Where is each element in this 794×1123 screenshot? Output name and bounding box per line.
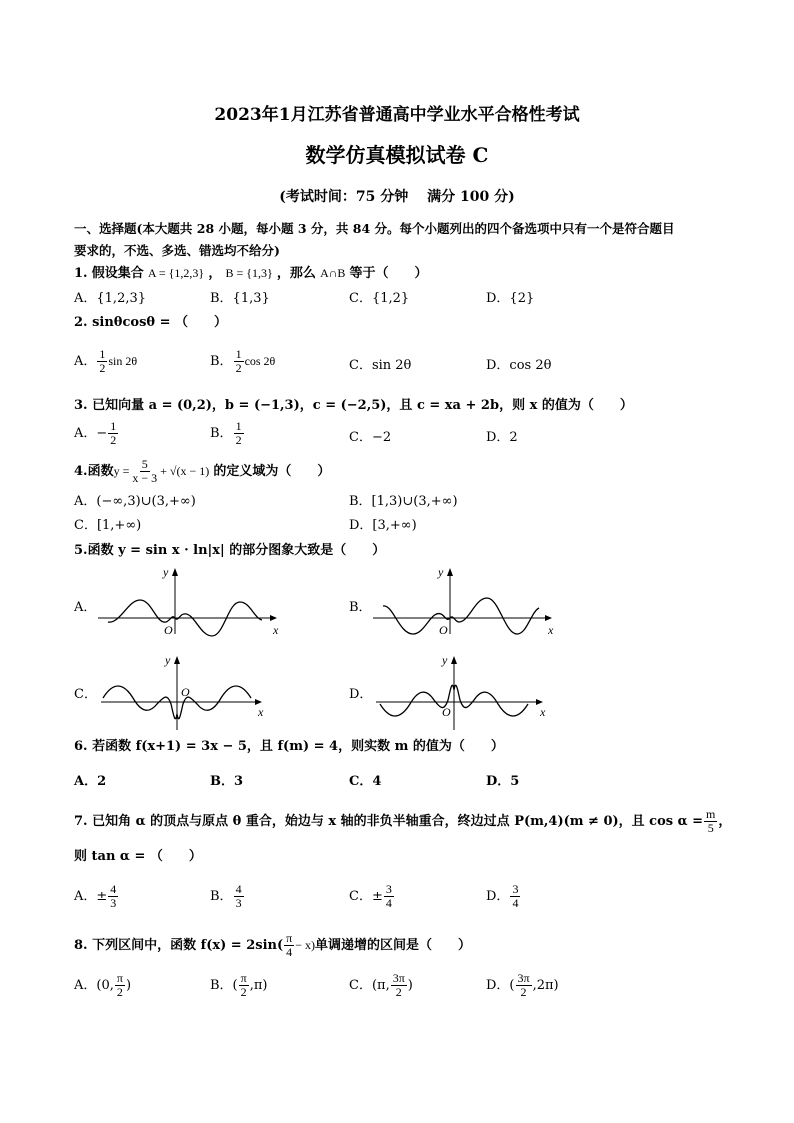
- graph-c-y-label: y: [165, 653, 171, 667]
- q4-tail: + √(x − 1): [160, 464, 210, 478]
- q8-a-den: 2: [116, 985, 123, 999]
- q8-d-fraction: [516, 972, 532, 999]
- q2-a-den: 2: [99, 361, 106, 375]
- q2-a-tail: sin 2θ: [108, 354, 138, 368]
- graph-c-x-label: x: [258, 705, 264, 719]
- q1-text1: 假设集合: [91, 266, 144, 281]
- q7-d-den: 4: [512, 896, 519, 910]
- q5-graph-b[interactable]: [365, 562, 565, 642]
- q5-graph-d[interactable]: [370, 652, 570, 734]
- question-5-stem: 5.函数 y = sin x · ln|x| 的部分图象大致是（ ）: [74, 543, 386, 558]
- q5-option-b[interactable]: B．: [349, 600, 372, 615]
- q8-den: 4: [286, 945, 293, 959]
- q7-b-num: 4: [235, 882, 242, 896]
- q5-option-d[interactable]: D．: [349, 687, 373, 702]
- q5-graph-c[interactable]: [95, 652, 295, 734]
- q2-a-fraction: [97, 348, 107, 375]
- q3-option-c[interactable]: C．−2: [349, 430, 392, 445]
- q3-a-label: A．−: [74, 426, 108, 441]
- question-4-stem: [74, 458, 330, 485]
- q2-a-label: A．: [74, 354, 97, 369]
- q7-option-c[interactable]: [349, 883, 395, 910]
- q6-option-d[interactable]: D．5: [486, 774, 520, 789]
- q7-frac-tail: ，: [718, 814, 732, 829]
- question-8-stem: [74, 932, 471, 959]
- q7-option-a[interactable]: [74, 883, 119, 910]
- graph-b-curve: [383, 598, 539, 634]
- graph-b-y-arrow: [447, 568, 453, 576]
- q8-d-label: D．(: [486, 978, 515, 993]
- q7-frac-num: m: [706, 807, 716, 821]
- q1-text2: ，那么: [276, 266, 316, 281]
- q7-option-d[interactable]: [486, 883, 521, 910]
- q7-c-den: 4: [385, 896, 392, 910]
- q8-pre: 8. 下列区间中，函数 f(x) = 2sin(: [74, 938, 284, 953]
- q1-option-a[interactable]: A．{1,2,3}: [74, 291, 147, 306]
- q4-fraction: [130, 458, 159, 485]
- q8-c-label: C．(π,: [349, 978, 390, 993]
- graph-b-y-label: y: [438, 565, 444, 579]
- q3-b-label: B．: [210, 426, 233, 441]
- graph-a-origin: O: [164, 623, 173, 637]
- q4-den: x − 3: [132, 471, 158, 485]
- q8-fraction: [284, 932, 294, 959]
- question-1-stem: [74, 264, 428, 283]
- q8-d-tail: ,2π): [532, 978, 559, 993]
- q4-option-c[interactable]: C．[1,+∞): [74, 518, 142, 533]
- q2-b-den: 2: [235, 361, 242, 375]
- graph-a-y-arrow: [172, 568, 178, 576]
- q1-set-b: B = {1,3}: [225, 266, 273, 280]
- q8-b-tail: ,π): [249, 978, 268, 993]
- q8-num: π: [286, 931, 293, 945]
- q3-option-a[interactable]: [74, 420, 119, 447]
- q7-b-den: 3: [235, 896, 242, 910]
- q8-b-fraction: [239, 972, 249, 999]
- q5-option-c[interactable]: C．: [74, 687, 97, 702]
- exam-info: (考试时间：75 分钟 满分 100 分): [279, 189, 515, 205]
- question-3-stem: 3. 已知向量 a = (0,2)，b = (−1,3)，c = (−2,5)，且 c = xa + 2b，则 x 的值为（ ）: [74, 398, 633, 413]
- graph-b-x-label: x: [548, 623, 554, 637]
- q7-option-b[interactable]: [210, 883, 245, 910]
- q8-b-num: π: [240, 971, 247, 985]
- q7-a-den: 3: [110, 896, 117, 910]
- q3-a-den: 2: [110, 433, 117, 447]
- graph-a-x-arrow: [270, 615, 277, 621]
- q8-a-fraction: [115, 972, 125, 999]
- q8-tail: − x): [295, 938, 315, 952]
- q8-d-num: 3π: [517, 971, 530, 985]
- q2-b-num: 1: [235, 347, 242, 361]
- q4-fy: y =: [113, 464, 130, 478]
- graph-a-y-label: y: [163, 565, 169, 579]
- q2-a-num: 1: [99, 347, 106, 361]
- q4-option-a[interactable]: A．(−∞,3)∪(3,+∞): [74, 494, 196, 509]
- q8-b-label: B．(: [210, 978, 238, 993]
- q3-b-num: 1: [235, 419, 242, 433]
- q5-graph-a[interactable]: [90, 562, 290, 642]
- q3-a-num: 1: [110, 419, 117, 433]
- q2-option-b[interactable]: [210, 348, 275, 375]
- q8-c-fraction: [391, 972, 407, 999]
- q4-num: 5: [141, 457, 148, 471]
- graph-b-origin: O: [439, 623, 448, 637]
- q2-b-tail: cos 2θ: [244, 354, 276, 368]
- q2-b-label: B．: [210, 354, 233, 369]
- q1-comma: ，: [208, 266, 222, 281]
- q1-number: 1.: [74, 266, 88, 281]
- q3-option-b[interactable]: [210, 420, 245, 447]
- graph-d-origin: O: [442, 705, 451, 719]
- q2-option-c[interactable]: C．sin 2θ: [349, 358, 412, 373]
- q1-option-d[interactable]: D．{2}: [486, 291, 535, 306]
- q8-option-a[interactable]: [74, 972, 131, 999]
- graph-d-y-arrow: [451, 656, 457, 664]
- q8-a-num: π: [116, 971, 123, 985]
- graph-d-x-label: x: [540, 705, 546, 719]
- q2-b-fraction: [234, 348, 244, 375]
- q6-option-a[interactable]: A．2: [74, 774, 107, 789]
- q2-option-d[interactable]: D．cos 2θ: [486, 358, 552, 373]
- q2-option-a[interactable]: [74, 348, 137, 375]
- q7-b-label: B．: [210, 889, 233, 904]
- q7-c-label: C．±: [349, 889, 383, 904]
- q8-c-num: 3π: [392, 971, 405, 985]
- q7-c-num: 3: [385, 882, 392, 896]
- q7-b-fraction: [234, 883, 244, 910]
- q8-post: 单调递增的区间是（ ）: [314, 938, 471, 953]
- q6-option-c[interactable]: C．4: [349, 774, 382, 789]
- q8-a-tail: ): [125, 978, 132, 993]
- question-7-line2: 则 tan α = （ ）: [74, 849, 202, 864]
- q7-c-fraction: [384, 883, 394, 910]
- q5-option-a[interactable]: A．: [74, 600, 97, 615]
- q7-d-num: 3: [512, 882, 519, 896]
- graph-c-y-arrow: [174, 656, 180, 664]
- q7-a-fraction: [108, 883, 118, 910]
- q7-d-fraction: [510, 883, 520, 910]
- q3-b-fraction: [234, 420, 244, 447]
- section-heading-line1: 一、选择题(本大题共 28 小题，每小题 3 分，共 84 分。每个小题列出的四个备选项中只有一个是符合题目: [74, 221, 675, 236]
- q4-option-b[interactable]: B．[1,3)∪(3,+∞): [349, 494, 458, 509]
- q8-a-label: A．(0,: [74, 978, 114, 993]
- section-heading-line2: 要求的，不选、多选、错选均不给分): [74, 243, 280, 258]
- q8-option-b[interactable]: [210, 972, 267, 999]
- q4-option-d[interactable]: D．[3,+∞): [349, 518, 417, 533]
- graph-a-x-label: x: [273, 623, 279, 637]
- q1-option-b[interactable]: B．{1,3}: [210, 291, 270, 306]
- q1-expr: A∩B: [320, 266, 346, 280]
- question-2-stem: 2. sinθcosθ = （ ）: [74, 315, 227, 330]
- q7-a-num: 4: [110, 882, 117, 896]
- q7-stem-text: 7. 已知角 α 的顶点与原点 θ 重合，始边与 x 轴的非负半轴重合，终边过点 P(m,4)(m ≠ 0)，且 cos α =: [74, 814, 704, 829]
- graph-d-y-label: y: [442, 653, 448, 667]
- exam-title: 2023年1月江苏省普通高中学业水平合格性考试: [214, 105, 580, 125]
- paper-subtitle: 数学仿真模拟试卷 C: [305, 143, 489, 167]
- graph-b-x-arrow: [545, 615, 552, 621]
- q1-option-c[interactable]: C．{1,2}: [349, 291, 410, 306]
- q8-d-den: 2: [520, 985, 527, 999]
- q4-pre: 4.函数: [74, 464, 114, 479]
- q8-option-d[interactable]: [486, 972, 559, 999]
- q3-a-fraction: [108, 420, 118, 447]
- q7-frac-den: 5: [707, 821, 714, 835]
- q8-b-den: 2: [240, 985, 247, 999]
- q7-d-label: D．: [486, 889, 510, 904]
- graph-c-origin: O: [181, 685, 190, 699]
- q3-option-d[interactable]: D．2: [486, 430, 518, 445]
- q8-c-tail: ): [407, 978, 413, 993]
- q1-set-a: A = {1,2,3}: [147, 266, 205, 280]
- question-6-stem: 6. 若函数 f(x+1) = 3x − 5，且 f(m) = 4，则实数 m 的值为（ ）: [74, 739, 504, 754]
- q6-option-b[interactable]: B．3: [210, 774, 244, 789]
- q7-fraction: [704, 808, 717, 835]
- q8-option-c[interactable]: [349, 972, 413, 999]
- q4-post: 的定义域为（ ）: [213, 464, 331, 479]
- q3-b-den: 2: [235, 433, 242, 447]
- question-7-stem: [74, 808, 731, 835]
- q1-text3: 等于（ ）: [349, 266, 428, 281]
- q8-c-den: 2: [395, 985, 402, 999]
- q7-a-label: A．±: [74, 889, 108, 904]
